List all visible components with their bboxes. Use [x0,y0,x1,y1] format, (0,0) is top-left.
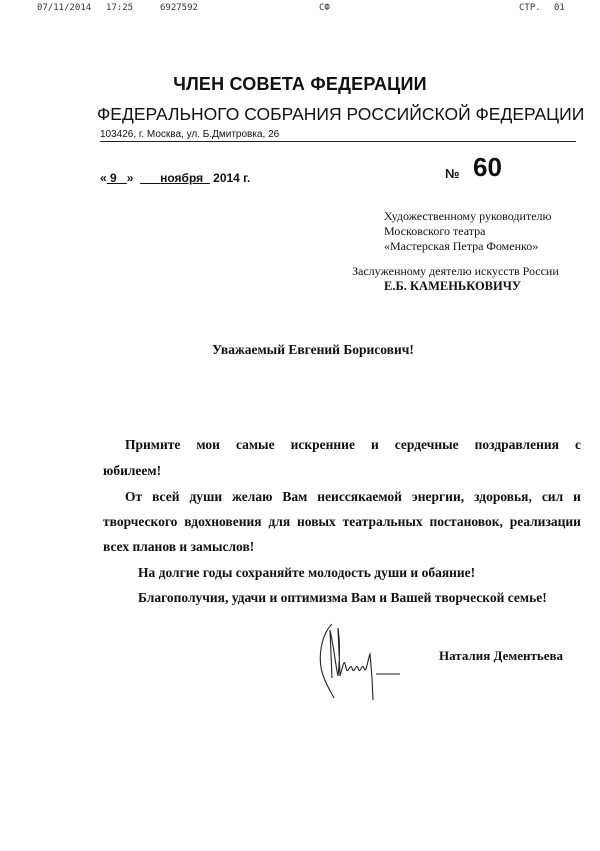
letterhead-divider [100,141,576,142]
signatory-name: Наталия Дементьева [439,648,564,663]
word: энергии, [411,489,465,504]
paragraph-2-line-1 [125,489,581,505]
salutation: Уважаемый Евгений Борисович! [212,342,414,357]
fax-number: 6927592 [160,3,198,13]
fax-date: 07/11/2014 [37,3,92,13]
word: самые [235,437,275,452]
word: сил [541,489,564,504]
word: поздравления [474,437,559,452]
word: с [574,437,581,452]
fax-page-number: 01 [554,3,565,13]
word: новых [297,514,336,529]
word: Примите [125,437,181,452]
doc-number-label: № [445,166,460,181]
paragraph-1-line-2: юбилеем! [103,463,162,478]
paragraph-1-line-1 [125,437,581,453]
fax-page-label: СТР. [519,3,541,13]
word: здоровья, [474,489,532,504]
word: От [125,489,143,504]
paragraph-4: Благополучия, удачи и оптимизма Вам и Вашей творческой семье! [138,590,547,605]
date-year: 2014 г. [213,171,251,185]
letterhead-address: 103426, г. Москва, ул. Б.Дмитровка, 26 [100,129,280,140]
word: желаю [232,489,273,504]
word: неиссякаемой [317,489,402,504]
fax-time: 17:25 [106,3,134,13]
paragraph-2-line-3: всех планов и замыслов! [103,539,255,554]
word: реализации [509,514,581,529]
word: и [573,489,581,504]
word: творческого [103,514,178,529]
word: вдохновения [184,514,262,529]
word: и [370,437,379,452]
addressee-line-4: Заслуженному деятелю искусств России [352,264,559,278]
paragraph-2-line-2 [103,514,581,530]
doc-number-value: 60 [473,152,502,182]
addressee-line-1: Художественному руководителю [384,209,552,223]
word: Вам [282,489,308,504]
handwritten-signature [318,618,408,703]
word: для [268,514,291,529]
word: всей [152,489,180,504]
addressee-line-3: «Мастерская Петра Фоменко» [384,239,539,253]
date-close-quote: » [126,171,134,185]
date-day: 9 [110,171,117,185]
letterhead-title: ЧЛЕН СОВЕТА ФЕДЕРАЦИИ [173,74,427,94]
word: мои [196,437,220,452]
word: сердечные [394,437,459,452]
word: театральных [342,514,423,529]
fax-sender: СФ [319,3,330,13]
word: искренние [290,437,355,452]
addressee-line-2: Московского театра [384,224,486,238]
addressee-name: Е.Б. КАМЕНЬКОВИЧУ [384,279,522,293]
date-month: ноября [160,171,204,185]
document-date [100,171,250,185]
word: постановок, [429,514,503,529]
word: души [189,489,223,504]
letterhead-subtitle: ФЕДЕРАЛЬНОГО СОБРАНИЯ РОССИЙСКОЙ ФЕДЕРАЦИИ [97,104,585,124]
paragraph-3: На долгие годы сохраняйте молодость души и обаяние! [138,565,476,580]
date-open-quote: « [100,171,107,185]
